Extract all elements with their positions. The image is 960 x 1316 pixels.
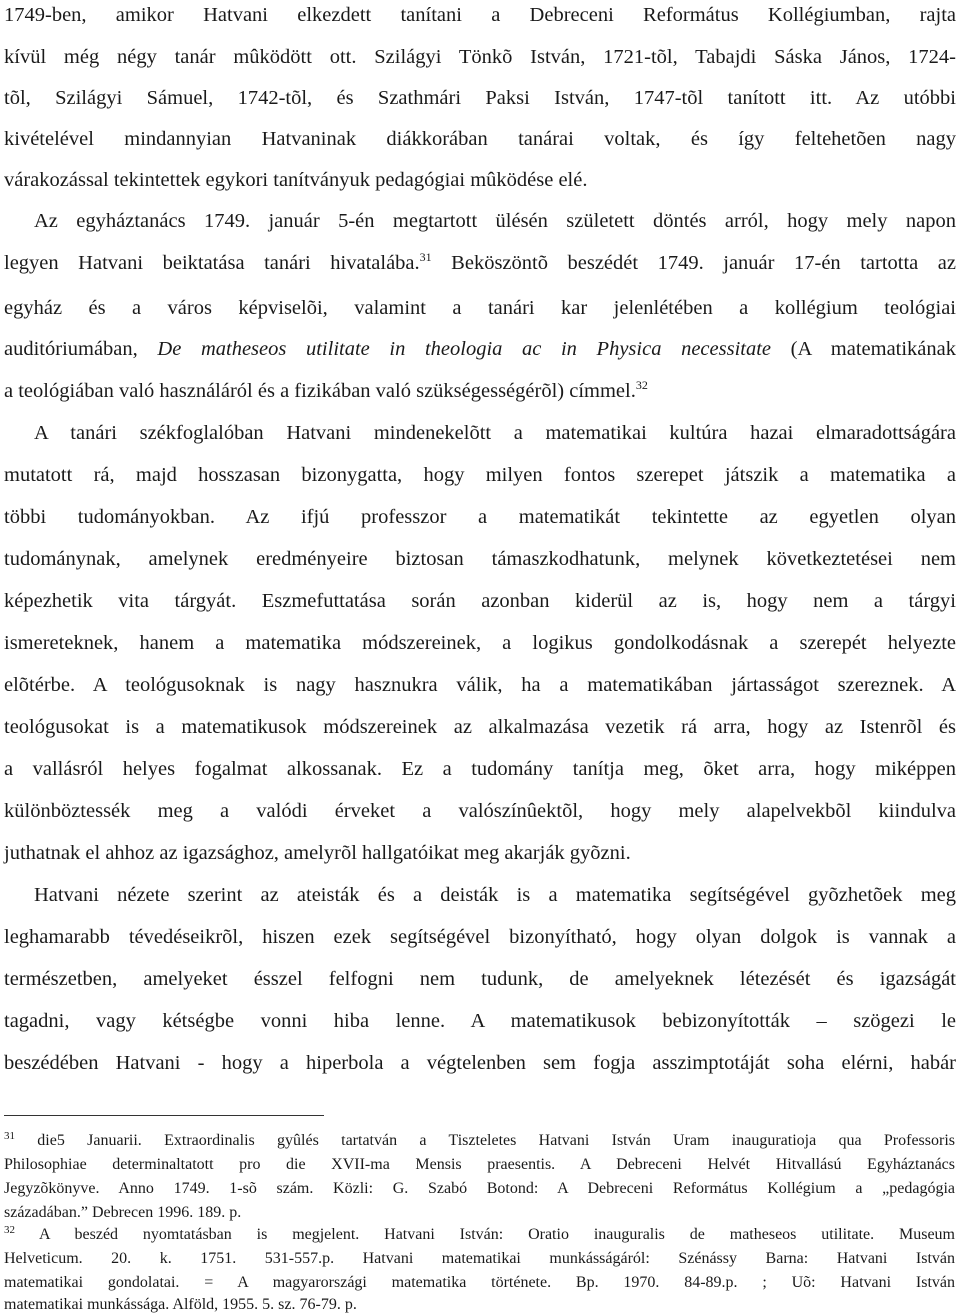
footnote-31-line-2: Philosophiae determinaltatott pro die XVII-ma Mensis praesentis. A Debreceni Helvét Hitvallású Egyháztanács xyxy=(4,1156,955,1173)
body-line-6: Az egyháztanács 1749. január 5-én megtartott ülésén született döntés arról, hogy mely napon xyxy=(34,210,956,232)
body-line-17: elõtérbe. A teológusoknak is nagy hasznukra válik, ha a matematikában jártasságot szereznek. A xyxy=(4,674,956,696)
footnote-31-line-3: Jegyzõkönyve. Anno 1749. 1-sõ szám. Közli: G. Szabó Botond: A Debreceni Református Kollégium a „pedagógia xyxy=(4,1180,955,1197)
body-line-21: juthatnak el ahhoz az igazsághoz, amelyrõl hallgatóikat meg akarják gyõzni. xyxy=(4,842,631,864)
body-line-10 xyxy=(4,378,648,402)
footnote-31-line-1 xyxy=(4,1130,955,1149)
body-line-26: beszédében Hatvani - hogy a hiperbola a végtelenben sem fogja asszimptotáját soha elérni, habár xyxy=(4,1052,956,1074)
body-line-7-part-a: legyen Hatvani beiktatása tanári hivatalába. xyxy=(4,252,420,274)
latin-title: De matheseos utilitate in theologia ac in Physica necessitate xyxy=(157,338,772,360)
body-line-15: képezhetik vita tárgyát. Eszmefuttatása során azonban kiderül az is, hogy nem a tárgyi xyxy=(4,590,956,612)
body-line-19: a vallásról helyes fogalmat alkossanak. Ez a tudomány tanítja meg, õket arra, hogy miképpen xyxy=(4,758,956,780)
body-line-9-part-a: auditóriumában, xyxy=(4,338,158,360)
body-line-4: kivételével mindannyian Hatvaninak diákkorában tanárai voltak, és így feltehetõen nagy xyxy=(4,128,956,150)
body-line-23: leghamarabb tévedéseikrõl, hiszen ezek segítségével bizonyítható, hogy olyan dolgok is vannak a xyxy=(4,926,956,948)
footnote-32-line-1 xyxy=(4,1224,955,1243)
body-line-3: tõl, Szilágyi Sámuel, 1742-tõl, és Szathmári Paksi István, 1747-tõl tanított itt. Az utóbbi xyxy=(4,87,956,109)
body-line-9 xyxy=(4,339,956,360)
body-line-7-part-b: Beköszöntõ beszédét 1749. január 17-én tartotta az xyxy=(431,252,956,274)
footnote-32-line-4: matematikai munkássága. Alföld, 1955. 5. sz. 76-79. p. xyxy=(4,1296,357,1313)
body-line-14: tudománynak, amelynek eredményeire biztosan támaszkodhatunk, melynek következtetései nem xyxy=(4,548,956,570)
footnote-32-text: A beszéd nyomtatásban is megjelent. Hatvani István: Oratio inauguralis de matheseos utilitate. Museum xyxy=(15,1226,955,1243)
body-line-2: kívül még négy tanár mûködött ott. Szilágyi Tönkõ István, 1721-tõl, Tabajdi Sáska János, 1724- xyxy=(4,46,956,68)
body-line-1: 1749-ben, amikor Hatvani elkezdett tanítani a Debreceni Református Kollégiumban, rajta xyxy=(4,4,956,26)
body-line-20: különböztessék meg a valódi érveket a valószínûektõl, hogy mely alapelvekbõl kiindulva xyxy=(4,800,956,822)
body-line-18: teológusokat is a matematikusok módszereinek az alkalmazása vezetik rá arra, hogy az Istenrõl és xyxy=(4,716,956,738)
body-line-12: mutatott rá, majd hosszasan bizonygatta, hogy milyen fontos szerepet játszik a matematika a xyxy=(4,464,956,486)
body-line-10-text: a teológiában való használáról és a fizikában való szükségességérõl) címmel. xyxy=(4,380,636,402)
body-line-7 xyxy=(4,250,956,274)
footnote-separator xyxy=(4,1115,324,1116)
footnote-32-line-3: matematikai gondolatai. = A magyarországi matematika története. Bp. 1970. 84-89.p. ; Uõ: Hatvani István xyxy=(4,1274,955,1291)
body-line-16: ismereteknek, hanem a matematika módszereinek, a logikus gondolkodásnak a szerepét helyezte xyxy=(4,632,956,654)
footnote-32-number: 32 xyxy=(4,1224,15,1236)
body-line-8: egyház és a város képviselõi, valamint a tanári kar jelenlétében a kollégium teológiai xyxy=(4,297,956,319)
body-line-22: Hatvani nézete szerint az ateisták és a deisták is a matematika segítségével gyõzhetõek meg xyxy=(34,884,956,906)
footnote-31-text: die5 Januarii. Extraordinalis gyûlés tartatván a Tiszteletes Hatvani István Uram inauguratioja qua Professoris xyxy=(15,1132,955,1149)
body-line-24: természetben, amelyeket ésszel felfogni nem tudunk, de amelyeknek létezését és igazságát xyxy=(4,968,956,990)
body-line-9-part-b: (A matematikának xyxy=(771,338,957,360)
body-line-11: A tanári székfoglalóban Hatvani mindenekelõtt a matematikai kultúra hazai elmaradottságára xyxy=(34,422,956,444)
body-line-25: tagadni, vagy kétségbe vonni hiba lenne. A matematikusok bebizonyították – szögezi le xyxy=(4,1010,956,1032)
footnote-ref-32[interactable]: 32 xyxy=(635,378,648,392)
footnote-31-number: 31 xyxy=(4,1130,15,1142)
footnote-ref-31[interactable]: 31 xyxy=(419,250,432,264)
footnote-31-line-4: századában.” Debrecen 1996. 189. p. xyxy=(4,1204,242,1221)
body-line-13: többi tudományokban. Az ifjú professzor a matematikát tekintette az egyetlen olyan xyxy=(4,506,956,528)
body-line-5: várakozással tekintettek egykori tanítványuk pedagógiai mûködése elé. xyxy=(4,169,588,191)
footnote-32-line-2: Helveticum. 20. k. 1751. 531-557.p. Hatvani matematikai munkásságáról: Szénássy Barna: Hatvani István xyxy=(4,1250,955,1267)
